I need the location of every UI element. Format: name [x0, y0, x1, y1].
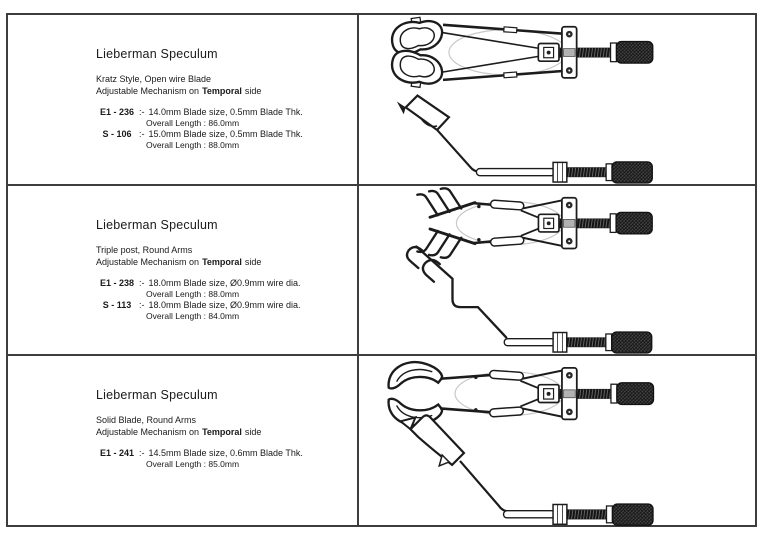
item-code: S - 106 — [102, 128, 132, 139]
product-title: Lieberman Speculum — [96, 47, 218, 61]
triple-post-speculum-illustration — [359, 186, 755, 354]
style-line: Kratz Style, Open wire Blade — [96, 74, 212, 84]
illustration-cell-solid-blade — [359, 356, 755, 526]
mechanism-post: side — [244, 426, 262, 437]
item-line — [96, 107, 349, 118]
illustration-cell-kratz — [359, 15, 755, 184]
item-desc: 18.0mm Blade size, Ø0.9mm wire dia. — [148, 278, 301, 288]
catalog-row-solid-blade — [8, 356, 755, 526]
product-items — [96, 278, 349, 321]
product-info-triple-post — [8, 186, 359, 354]
catalog-row-kratz — [8, 15, 755, 186]
item-length: Overall Length : 84.0mm — [146, 310, 240, 321]
mechanism-pre: Adjustable Mechanism on — [96, 85, 200, 96]
item-desc: 18.0mm Blade size, Ø0.9mm wire dia. — [148, 299, 301, 310]
item-length: Overall Length : 85.0mm — [146, 459, 240, 469]
mechanism-line — [96, 86, 349, 98]
product-info-solid-blade — [8, 356, 359, 526]
item-separator: :- — [139, 107, 145, 117]
product-title: Lieberman Speculum — [96, 388, 218, 402]
item-separator: :- — [139, 448, 145, 458]
catalog-row-triple-post — [8, 186, 755, 356]
item-separator: :- — [139, 278, 145, 288]
item-desc: 14.0mm Blade size, 0.5mm Blade Thk. — [148, 107, 303, 117]
kratz-open-wire-speculum-illustration — [359, 15, 755, 184]
style-line: Triple post, Round Arms — [96, 245, 193, 255]
product-title: Lieberman Speculum — [96, 218, 218, 232]
item-desc: 14.5mm Blade size, 0.6mm Blade Thk. — [148, 448, 303, 458]
mechanism-post: side — [244, 256, 262, 267]
item-separator: :- — [139, 299, 145, 310]
item-desc: 15.0mm Blade size, 0.5mm Blade Thk. — [148, 128, 303, 139]
solid-blade-speculum-illustration — [359, 356, 755, 526]
product-subtitle — [96, 245, 349, 268]
mechanism-side: Temporal — [202, 256, 242, 267]
illustration-cell-triple-post — [359, 186, 755, 354]
mechanism-side: Temporal — [202, 85, 242, 96]
mechanism-side: Temporal — [202, 426, 242, 437]
catalog-table — [6, 13, 757, 527]
item-length: Overall Length : 88.0mm — [146, 139, 240, 150]
item-length: Overall Length : 88.0mm — [146, 289, 240, 299]
item-code: S - 113 — [102, 299, 132, 310]
item-code: E1 - 236 — [99, 107, 135, 117]
product-info-kratz — [8, 15, 359, 184]
item-line — [96, 448, 349, 459]
item-separator: :- — [139, 128, 145, 139]
mechanism-line — [96, 257, 349, 269]
item-line — [96, 129, 349, 140]
item-line — [96, 300, 349, 311]
mechanism-post: side — [244, 85, 262, 96]
item-code: E1 - 238 — [99, 278, 135, 288]
style-line: Solid Blade, Round Arms — [96, 415, 197, 425]
item-length: Overall Length : 86.0mm — [146, 118, 240, 128]
product-items — [96, 448, 349, 470]
item-code: E1 - 241 — [99, 448, 135, 458]
product-subtitle — [96, 74, 349, 97]
mechanism-pre: Adjustable Mechanism on — [96, 256, 200, 267]
product-items — [96, 107, 349, 150]
item-line — [96, 278, 349, 289]
product-subtitle — [96, 415, 349, 438]
mechanism-line — [96, 427, 349, 439]
mechanism-pre: Adjustable Mechanism on — [96, 426, 200, 437]
